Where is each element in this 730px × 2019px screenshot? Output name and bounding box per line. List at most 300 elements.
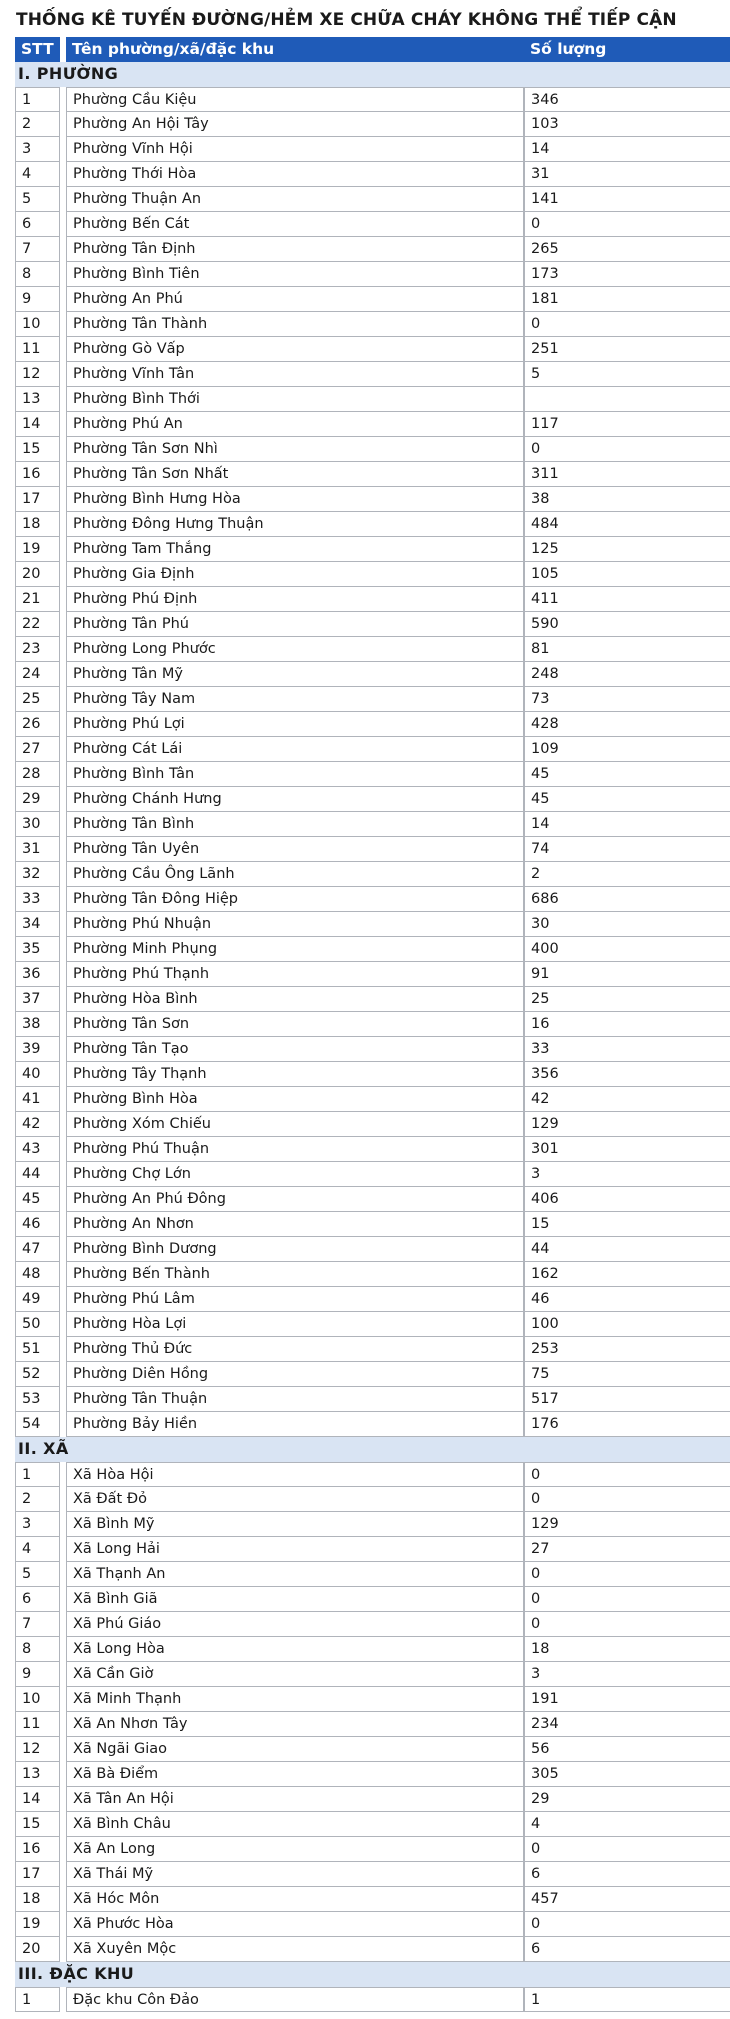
cell-stt: 2 (15, 112, 60, 137)
cell-name: Phường Tân Mỹ (66, 662, 524, 687)
cell-count: 234 (524, 1712, 730, 1737)
cell-name: Xã An Nhơn Tây (66, 1712, 524, 1737)
cell-count: 457 (524, 1887, 730, 1912)
cell-stt: 28 (15, 762, 60, 787)
cell-name: Phường Tây Thạnh (66, 1062, 524, 1087)
table-row (15, 1037, 730, 1062)
cell-name: Phường Phú Thuận (66, 1137, 524, 1162)
table-row (15, 1112, 730, 1137)
cell-count: 1 (524, 1987, 730, 2012)
cell-count: 56 (524, 1737, 730, 1762)
table-row (15, 262, 730, 287)
table-row (15, 1362, 730, 1387)
cell-count: 0 (524, 437, 730, 462)
cell-count: 181 (524, 287, 730, 312)
cell-name: Xã Bình Châu (66, 1812, 524, 1837)
table-row (15, 1012, 730, 1037)
cell-name: Phường Bình Tân (66, 762, 524, 787)
cell-stt: 15 (15, 437, 60, 462)
cell-stt: 22 (15, 612, 60, 637)
cell-name: Phường Tân Bình (66, 812, 524, 837)
cell-name: Phường An Nhơn (66, 1212, 524, 1237)
cell-stt: 32 (15, 862, 60, 887)
table-row (15, 212, 730, 237)
cell-name: Xã Bà Điểm (66, 1762, 524, 1787)
cell-stt: 21 (15, 587, 60, 612)
cell-count: 14 (524, 137, 730, 162)
table-row (15, 1212, 730, 1237)
table-row (15, 987, 730, 1012)
cell-name: Xã Ngãi Giao (66, 1737, 524, 1762)
cell-count: 162 (524, 1262, 730, 1287)
cell-stt: 37 (15, 987, 60, 1012)
cell-count: 14 (524, 812, 730, 837)
cell-name: Phường Thuận An (66, 187, 524, 212)
cell-stt: 34 (15, 912, 60, 937)
cell-name: Phường Gia Định (66, 562, 524, 587)
table-row (15, 387, 730, 412)
cell-name: Phường Bến Cát (66, 212, 524, 237)
cell-count: 265 (524, 237, 730, 262)
cell-name: Phường An Phú (66, 287, 524, 312)
cell-count: 74 (524, 837, 730, 862)
cell-name: Xã Long Hải (66, 1537, 524, 1562)
cell-stt: 53 (15, 1387, 60, 1412)
cell-stt: 39 (15, 1037, 60, 1062)
table-row (15, 287, 730, 312)
cell-count: 346 (524, 87, 730, 112)
cell-count: 129 (524, 1112, 730, 1137)
cell-count: 411 (524, 587, 730, 612)
cell-stt: 35 (15, 937, 60, 962)
cell-count: 428 (524, 712, 730, 737)
cell-name: Phường Tân Đông Hiệp (66, 887, 524, 912)
cell-stt: 15 (15, 1812, 60, 1837)
header-stt: STT (15, 37, 60, 62)
cell-name: Xã Phú Giáo (66, 1612, 524, 1637)
cell-name: Phường Gò Vấp (66, 337, 524, 362)
table-row (15, 1487, 730, 1512)
cell-name: Xã Xuyên Mộc (66, 1937, 524, 1962)
table-body (15, 62, 730, 2012)
cell-stt: 19 (15, 537, 60, 562)
table-row (15, 662, 730, 687)
cell-stt: 11 (15, 1712, 60, 1737)
cell-count: 46 (524, 1287, 730, 1312)
cell-count: 251 (524, 337, 730, 362)
table-row (15, 862, 730, 887)
cell-name: Phường Tân Sơn Nhì (66, 437, 524, 462)
table-row (15, 1887, 730, 1912)
cell-name: Xã Bình Giã (66, 1587, 524, 1612)
table-row (15, 637, 730, 662)
cell-stt: 4 (15, 162, 60, 187)
cell-stt: 36 (15, 962, 60, 987)
cell-name: Xã Cần Giờ (66, 1662, 524, 1687)
cell-stt: 9 (15, 287, 60, 312)
cell-stt: 38 (15, 1012, 60, 1037)
cell-count: 45 (524, 787, 730, 812)
cell-name: Phường Tam Thắng (66, 537, 524, 562)
cell-stt: 4 (15, 1537, 60, 1562)
cell-count: 173 (524, 262, 730, 287)
table-row (15, 1762, 730, 1787)
cell-stt: 1 (15, 1987, 60, 2012)
cell-count: 0 (524, 1562, 730, 1587)
cell-count: 18 (524, 1637, 730, 1662)
cell-stt: 18 (15, 512, 60, 537)
cell-stt: 5 (15, 187, 60, 212)
table-row (15, 187, 730, 212)
cell-count: 0 (524, 1462, 730, 1487)
table-row (15, 1787, 730, 1812)
table-row (15, 1862, 730, 1887)
cell-stt: 23 (15, 637, 60, 662)
table-row (15, 1687, 730, 1712)
cell-name: Phường Bình Tiên (66, 262, 524, 287)
cell-name: Phường Tân Thuận (66, 1387, 524, 1412)
cell-count: 44 (524, 1237, 730, 1262)
cell-count: 0 (524, 1837, 730, 1862)
table-row (15, 1537, 730, 1562)
cell-count: 16 (524, 1012, 730, 1037)
cell-stt: 33 (15, 887, 60, 912)
cell-name: Xã Thạnh An (66, 1562, 524, 1587)
cell-count: 15 (524, 1212, 730, 1237)
cell-name: Phường Bảy Hiền (66, 1412, 524, 1437)
cell-stt: 40 (15, 1062, 60, 1087)
cell-count: 400 (524, 937, 730, 962)
cell-stt: 52 (15, 1362, 60, 1387)
table-row (15, 587, 730, 612)
cell-stt: 30 (15, 812, 60, 837)
cell-stt: 47 (15, 1237, 60, 1262)
cell-name: Phường Cát Lái (66, 737, 524, 762)
table-row (15, 1137, 730, 1162)
cell-stt: 5 (15, 1562, 60, 1587)
cell-name: Phường Bến Thành (66, 1262, 524, 1287)
cell-stt: 7 (15, 1612, 60, 1637)
cell-stt: 6 (15, 1587, 60, 1612)
cell-count: 25 (524, 987, 730, 1012)
page-title: THỐNG KÊ TUYẾN ĐƯỜNG/HẺM XE CHỮA CHÁY KHÔNG THỂ TIẾP CẬN (16, 10, 677, 30)
cell-count: 30 (524, 912, 730, 937)
table-row (15, 1462, 730, 1487)
cell-name: Phường Thới Hòa (66, 162, 524, 187)
cell-stt: 12 (15, 362, 60, 387)
cell-count: 3 (524, 1662, 730, 1687)
cell-stt: 48 (15, 1262, 60, 1287)
cell-count: 117 (524, 412, 730, 437)
cell-count: 73 (524, 687, 730, 712)
cell-stt: 19 (15, 1912, 60, 1937)
cell-count: 27 (524, 1537, 730, 1562)
cell-stt: 20 (15, 1937, 60, 1962)
table-row (15, 337, 730, 362)
table-row (15, 487, 730, 512)
table-row (15, 1087, 730, 1112)
table-row (15, 1387, 730, 1412)
table-row (15, 1612, 730, 1637)
cell-count: 33 (524, 1037, 730, 1062)
table-header (15, 37, 730, 62)
cell-count: 103 (524, 112, 730, 137)
cell-stt: 1 (15, 1462, 60, 1487)
cell-count: 109 (524, 737, 730, 762)
cell-count: 301 (524, 1137, 730, 1162)
cell-name: Phường Phú Nhuận (66, 912, 524, 937)
table-row (15, 362, 730, 387)
table-row (15, 837, 730, 862)
cell-stt: 43 (15, 1137, 60, 1162)
cell-stt: 31 (15, 837, 60, 862)
cell-name: Phường Phú Lâm (66, 1287, 524, 1312)
cell-stt: 54 (15, 1412, 60, 1437)
table-row (15, 112, 730, 137)
cell-count: 45 (524, 762, 730, 787)
header-name: Tên phường/xã/đặc khu (66, 37, 524, 62)
cell-stt: 45 (15, 1187, 60, 1212)
cell-name: Phường Hòa Bình (66, 987, 524, 1012)
table-row (15, 1187, 730, 1212)
table-row (15, 887, 730, 912)
cell-name: Xã Hóc Môn (66, 1887, 524, 1912)
cell-name: Phường Minh Phụng (66, 937, 524, 962)
cell-count: 6 (524, 1937, 730, 1962)
cell-name: Phường Phú Định (66, 587, 524, 612)
table-row (15, 1737, 730, 1762)
table-row (15, 1662, 730, 1687)
cell-name: Phường Phú An (66, 412, 524, 437)
cell-stt: 42 (15, 1112, 60, 1137)
cell-name: Phường Diên Hồng (66, 1362, 524, 1387)
cell-stt: 14 (15, 412, 60, 437)
cell-name: Đặc khu Côn Đảo (66, 1987, 524, 2012)
table-row (15, 762, 730, 787)
cell-count: 248 (524, 662, 730, 687)
table-row (15, 237, 730, 262)
table-row (15, 912, 730, 937)
cell-count: 517 (524, 1387, 730, 1412)
cell-name: Xã An Long (66, 1837, 524, 1862)
cell-name: Xã Bình Mỹ (66, 1512, 524, 1537)
cell-name: Phường Vĩnh Hội (66, 137, 524, 162)
cell-count: 75 (524, 1362, 730, 1387)
cell-name: Phường Chợ Lớn (66, 1162, 524, 1187)
cell-stt: 3 (15, 1512, 60, 1537)
cell-stt: 17 (15, 1862, 60, 1887)
cell-count: 191 (524, 1687, 730, 1712)
cell-stt: 25 (15, 687, 60, 712)
cell-count: 81 (524, 637, 730, 662)
cell-count: 686 (524, 887, 730, 912)
table-row (15, 1712, 730, 1737)
table-row (15, 1562, 730, 1587)
cell-count: 3 (524, 1162, 730, 1187)
table-row (15, 687, 730, 712)
stats-table (15, 37, 730, 2012)
table-row (15, 1587, 730, 1612)
cell-count: 356 (524, 1062, 730, 1087)
table-row (15, 937, 730, 962)
cell-count: 0 (524, 1487, 730, 1512)
cell-count: 0 (524, 1912, 730, 1937)
table-row (15, 1637, 730, 1662)
cell-name: Phường Xóm Chiếu (66, 1112, 524, 1137)
table-row (15, 612, 730, 637)
cell-stt: 29 (15, 787, 60, 812)
table-row (15, 962, 730, 987)
table-row (15, 412, 730, 437)
cell-name: Phường Chánh Hưng (66, 787, 524, 812)
table-row (15, 1412, 730, 1437)
cell-stt: 50 (15, 1312, 60, 1337)
cell-stt: 16 (15, 1837, 60, 1862)
cell-name: Phường Vĩnh Tân (66, 362, 524, 387)
table-row (15, 1912, 730, 1937)
cell-count: 5 (524, 362, 730, 387)
table-row (15, 812, 730, 837)
cell-stt: 2 (15, 1487, 60, 1512)
cell-stt: 3 (15, 137, 60, 162)
table-row (15, 137, 730, 162)
cell-name: Phường Tây Nam (66, 687, 524, 712)
cell-name: Phường Thủ Đức (66, 1337, 524, 1362)
table-row (15, 462, 730, 487)
cell-name: Xã Thái Mỹ (66, 1862, 524, 1887)
cell-name: Phường Hòa Lợi (66, 1312, 524, 1337)
table-row (15, 1162, 730, 1187)
cell-name: Phường An Phú Đông (66, 1187, 524, 1212)
cell-count: 0 (524, 1587, 730, 1612)
cell-name: Phường Tân Tạo (66, 1037, 524, 1062)
table-row (15, 537, 730, 562)
cell-stt: 13 (15, 387, 60, 412)
table-row (15, 1512, 730, 1537)
cell-count: 406 (524, 1187, 730, 1212)
cell-stt: 10 (15, 312, 60, 337)
cell-name: Phường Tân Sơn (66, 1012, 524, 1037)
table-row (15, 87, 730, 112)
cell-name: Phường Bình Hòa (66, 1087, 524, 1112)
table-row (15, 787, 730, 812)
cell-count (524, 387, 730, 412)
cell-name: Phường Tân Thành (66, 312, 524, 337)
table-row (15, 512, 730, 537)
cell-stt: 27 (15, 737, 60, 762)
cell-stt: 51 (15, 1337, 60, 1362)
cell-name: Phường Đông Hưng Thuận (66, 512, 524, 537)
cell-count: 6 (524, 1862, 730, 1887)
cell-count: 2 (524, 862, 730, 887)
cell-stt: 46 (15, 1212, 60, 1237)
cell-stt: 13 (15, 1762, 60, 1787)
cell-name: Phường Cầu Ông Lãnh (66, 862, 524, 887)
cell-name: Xã Long Hòa (66, 1637, 524, 1662)
table-row (15, 1062, 730, 1087)
cell-count: 105 (524, 562, 730, 587)
cell-count: 253 (524, 1337, 730, 1362)
cell-stt: 17 (15, 487, 60, 512)
cell-stt: 6 (15, 212, 60, 237)
table-row (15, 1837, 730, 1862)
cell-stt: 20 (15, 562, 60, 587)
cell-count: 100 (524, 1312, 730, 1337)
cell-stt: 9 (15, 1662, 60, 1687)
cell-count: 590 (524, 612, 730, 637)
cell-stt: 18 (15, 1887, 60, 1912)
cell-name: Xã Đất Đỏ (66, 1487, 524, 1512)
table-row (15, 162, 730, 187)
section-header: III. ĐẶC KHU (15, 1962, 730, 1987)
table-row (15, 1987, 730, 2012)
table-row (15, 1312, 730, 1337)
cell-stt: 8 (15, 262, 60, 287)
table-row (15, 737, 730, 762)
cell-count: 125 (524, 537, 730, 562)
table-row (15, 1937, 730, 1962)
section-header: I. PHƯỜNG (15, 62, 730, 87)
table-row (15, 1337, 730, 1362)
cell-name: Xã Minh Thạnh (66, 1687, 524, 1712)
cell-name: Phường An Hội Tây (66, 112, 524, 137)
cell-stt: 41 (15, 1087, 60, 1112)
cell-stt: 24 (15, 662, 60, 687)
cell-name: Phường Phú Thạnh (66, 962, 524, 987)
table-row (15, 562, 730, 587)
cell-count: 129 (524, 1512, 730, 1537)
cell-stt: 12 (15, 1737, 60, 1762)
cell-count: 176 (524, 1412, 730, 1437)
cell-count: 0 (524, 1612, 730, 1637)
cell-name: Xã Tân An Hội (66, 1787, 524, 1812)
cell-count: 91 (524, 962, 730, 987)
table-row (15, 1262, 730, 1287)
cell-name: Xã Hòa Hội (66, 1462, 524, 1487)
cell-name: Phường Tân Phú (66, 612, 524, 637)
cell-count: 0 (524, 312, 730, 337)
cell-count: 4 (524, 1812, 730, 1837)
cell-stt: 16 (15, 462, 60, 487)
cell-count: 38 (524, 487, 730, 512)
cell-stt: 1 (15, 87, 60, 112)
cell-count: 29 (524, 1787, 730, 1812)
cell-stt: 49 (15, 1287, 60, 1312)
cell-count: 0 (524, 212, 730, 237)
cell-name: Phường Cầu Kiệu (66, 87, 524, 112)
cell-name: Phường Tân Sơn Nhất (66, 462, 524, 487)
cell-stt: 10 (15, 1687, 60, 1712)
cell-stt: 11 (15, 337, 60, 362)
table-row (15, 1812, 730, 1837)
table-row (15, 312, 730, 337)
cell-name: Xã Phước Hòa (66, 1912, 524, 1937)
table-row (15, 712, 730, 737)
cell-stt: 26 (15, 712, 60, 737)
table-row (15, 1237, 730, 1262)
cell-count: 484 (524, 512, 730, 537)
cell-stt: 8 (15, 1637, 60, 1662)
table-row (15, 437, 730, 462)
cell-name: Phường Phú Lợi (66, 712, 524, 737)
section-header: II. XÃ (15, 1437, 730, 1462)
table-row (15, 1287, 730, 1312)
cell-name: Phường Tân Uyên (66, 837, 524, 862)
cell-count: 311 (524, 462, 730, 487)
header-count: Số lượng (524, 37, 730, 62)
cell-name: Phường Tân Định (66, 237, 524, 262)
cell-name: Phường Bình Thới (66, 387, 524, 412)
